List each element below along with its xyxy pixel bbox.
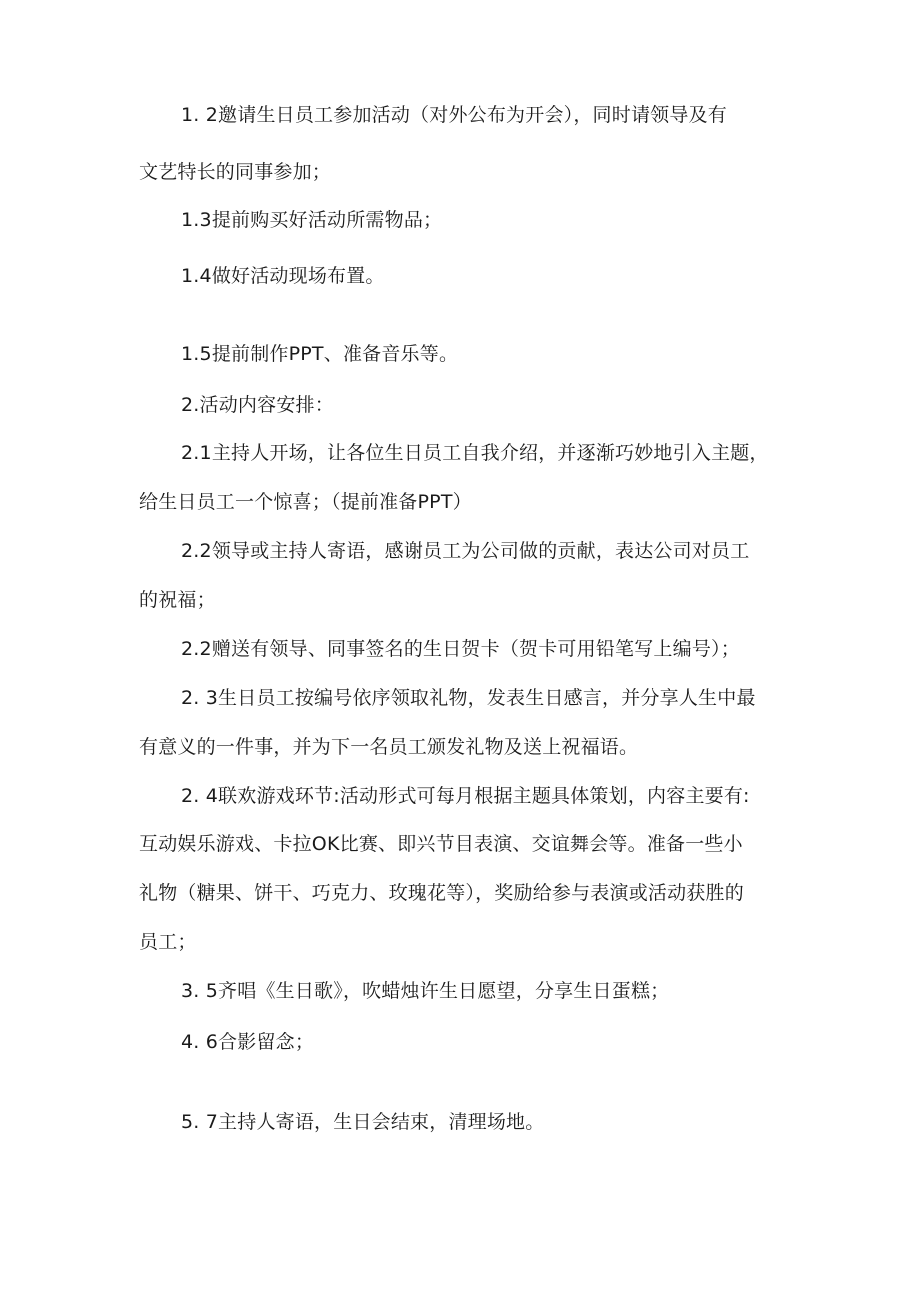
- line-2-3-gifts: 2. 3生日员工按编号依序领取礼物，发表生日感言，并分享人生中最: [181, 687, 756, 709]
- line-2-2-card: 2.2赠送有领导、同事签名的生日贺卡（贺卡可用铅笔写上编号）；: [181, 638, 740, 660]
- line-2-2-speech: 2.2领导或主持人寄语，感谢员工为公司做的贡献，表达公司对员工: [181, 540, 750, 562]
- line-2-2-speech-cont: 的祝福；: [139, 589, 216, 611]
- line-3-5-song: 3. 5齐唱《生日歌》，吹蜡烛许生日愿望，分享生日蛋糕；: [181, 980, 670, 1002]
- line-2-1-opening-cont: 给生日员工一个惊喜；（提前准备PPT）: [139, 491, 472, 513]
- line-2-3-gifts-cont: 有意义的一件事，并为下一名员工颁发礼物及送上祝福语。: [139, 736, 639, 758]
- line-1-5-ppt: 1.5提前制作PPT、准备音乐等。: [181, 343, 459, 365]
- line-2-4-games: 2. 4联欢游戏环节:活动形式可每月根据主题具体策划，内容主要有:: [181, 785, 750, 807]
- line-4-6-photo: 4. 6合影留念；: [181, 1031, 315, 1053]
- line-2-4-games-cont-1: 互动娱乐游戏、卡拉OK比赛、即兴节目表演、交谊舞会等。准备一些小: [139, 833, 743, 855]
- line-1-2-invite: 1. 2邀请生日员工参加活动（对外公布为开会），同时请领导及有: [181, 104, 727, 126]
- line-2-4-games-cont-2: 礼物（糖果、饼干、巧克力、玫瑰花等），奖励给参与表演或活动获胜的: [139, 882, 744, 904]
- line-2-1-opening: 2.1主持人开场，让各位生日员工自我介绍，并逐渐巧妙地引入主题，: [181, 442, 769, 464]
- line-1-2-invite-cont: 文艺特长的同事参加；: [139, 161, 332, 183]
- line-2-4-games-cont-3: 员工；: [139, 931, 197, 953]
- line-5-7-closing: 5. 7主持人寄语，生日会结束，清理场地。: [181, 1111, 545, 1133]
- line-1-4-setup: 1.4做好活动现场布置。: [181, 265, 385, 287]
- line-1-3-purchase: 1.3提前购买好活动所需物品；: [181, 209, 443, 231]
- line-2-schedule: 2.活动内容安排：: [181, 394, 334, 416]
